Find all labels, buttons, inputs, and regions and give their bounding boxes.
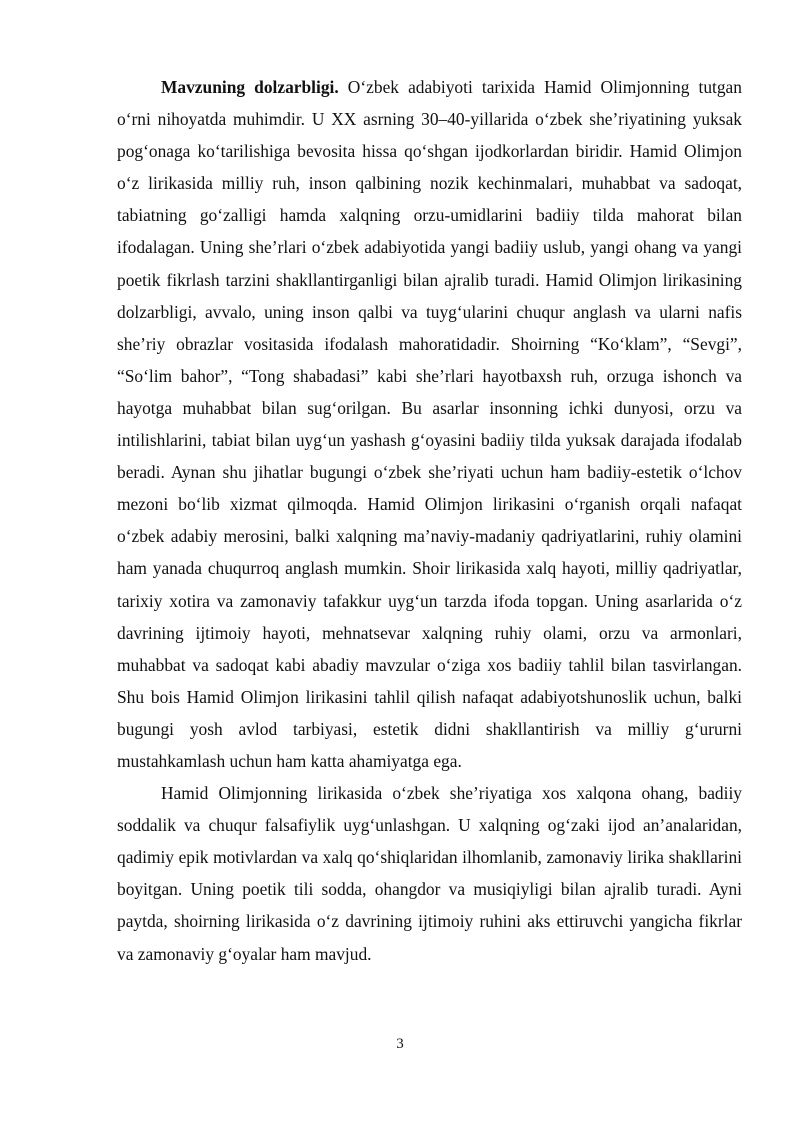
- paragraph-relevance-text: O‘zbek adabiyoti tarixida Hamid Olimjonning tutgan o‘rni nihoyatda muhimdir. U XX asrning 30–40-yillarida o‘zbek she’riyatining yuksak pog‘onaga ko‘tarilishiga bevosita hissa qo‘shgan ijodkorlardan biridir. Hamid Olimjon o‘z lirikasida milliy ruh, inson qalbining nozik kechinmalari, muhabbat va sadoqat, tabiatning go‘zalligi hamda xalqning orzu-umidlarini badiiy tilda mahorat bilan ifodalagan. Uning she’rlari o‘zbek adabiyotida yangi badiiy uslub, yangi ohang va yangi poetik fikrlash tarzini shakllantirganligi bilan ajralib turadi. Hamid Olimjon lirikasining dolzarbligi, avvalo, uning inson qalbi va tuyg‘ularini chuqur anglash va ularni nafis she’riy obrazlar vositasida ifodalash mahoratidadir. Shoirning “Ko‘klam”, “Sevgi”, “So‘lim bahor”, “Tong shabadasi” kabi she’rlari hayotbaxsh ruh, orzuga ishonch va hayotga muhabbat bilan sug‘orilgan. Bu asarlar insonning ichki dunyosi, orzu va intilishlarini, tabiat bilan uyg‘un yashash g‘oyasini badiiy tilda yuksak darajada ifodalab beradi. Aynan shu jihatlar bugungi o‘zbek she’riyati uchun ham badiiy-estetik o‘lchov mezoni bo‘lib xizmat qilmoqda. Hamid Olimjon lirikasini o‘rganish orqali nafaqat o‘zbek adabiy merosini, balki xalqning ma’naviy-madaniy qadriyatlarini, ruhiy olamini ham yanada chuqurroq anglash mumkin. Shoir lirikasida xalq hayoti, milliy qadriyatlar, tarixiy xotira va zamonaviy tafakkur uyg‘un tarzda ifoda topgan. Uning asarlarida o‘z davrining ijtimoiy hayoti, mehnatsevar xalqning ruhiy olami, orzu va armonlari, muhabbat va sadoqat kabi abadiy mavzular o‘ziga xos badiiy tahlil bilan tasvirlangan. Shu bois Hamid Olimjon lirikasini tahlil qilish nafaqat adabiyotshunoslik uchun, balki bugungi yosh avlod tarbiyasi, estetik didni shakllantirish va milliy g‘ururni mustahkamlash uchun ham katta ahamiyatga ega.: [117, 77, 742, 771]
- section-heading: Mavzuning dolzarbligi.: [161, 77, 339, 97]
- body-text: [117, 71, 742, 970]
- page-number: 3: [396, 1036, 404, 1052]
- paragraph-relevance: [117, 71, 742, 777]
- paragraph-lyrics: Hamid Olimjonning lirikasida o‘zbek she’riyatiga xos xalqona ohang, badiiy soddalik va chuqur falsafiylik uyg‘unlashgan. U xalqning og‘zaki ijod an’analaridan, qadimiy epik motivlardan va xalq qo‘shiqlaridan ilhomlanib, zamonaviy lirika shakllarini boyitgan. Uning poetik tili sodda, ohangdor va musiqiyligi bilan ajralib turadi. Ayni paytda, shoirning lirikasida o‘z davrining ijtimoiy ruhini aks ettiruvchi yangicha fikrlar va zamonaviy g‘oyalar ham mavjud.: [117, 783, 742, 964]
